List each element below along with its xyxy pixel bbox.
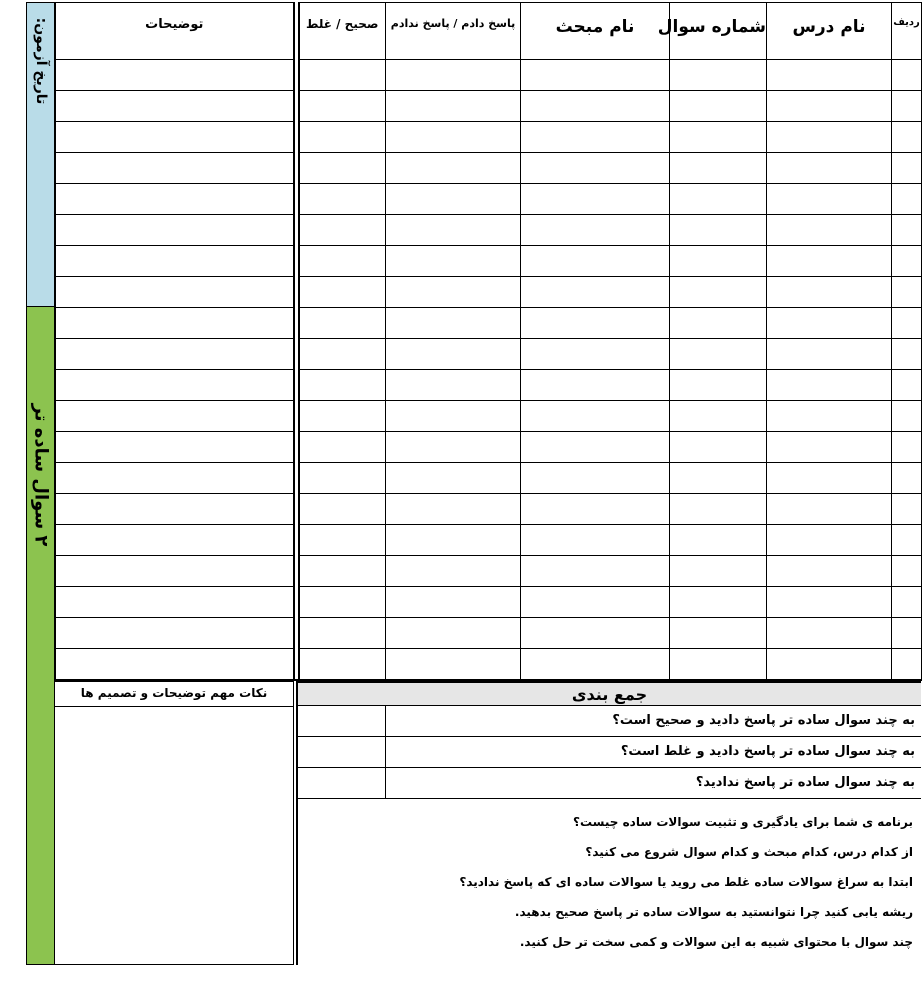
question-number-cell[interactable] [670,60,767,91]
topic-cell[interactable] [521,215,670,246]
notes-title: نکات مهم توضیحات و تصمیم ها [55,682,293,707]
table-row [56,339,922,370]
answered-cell[interactable] [386,339,521,370]
summary-question-text: به چند سوال ساده تر پاسخ ندادید؟ [695,775,915,790]
summary-answer-cell[interactable] [298,737,386,767]
row-number-cell[interactable] [892,277,922,308]
course-cell[interactable] [767,246,892,277]
summary-tip: برنامه ی شما برای یادگیری و تثبیت سوالات ساده چیست؟ [573,815,913,829]
topic-cell[interactable] [521,246,670,277]
question-number-cell[interactable] [670,246,767,277]
question-number-cell[interactable] [670,618,767,649]
topic-cell[interactable] [521,556,670,587]
answered-cell[interactable] [386,60,521,91]
correct-cell[interactable] [299,463,386,494]
table-row [56,618,922,649]
correct-cell[interactable] [299,401,386,432]
row-number-cell[interactable] [892,432,922,463]
notes-cell[interactable] [56,649,294,680]
row-number-cell[interactable] [892,494,922,525]
notes-cell[interactable] [56,525,294,556]
notes-cell[interactable] [56,184,294,215]
answered-cell[interactable] [386,463,521,494]
topic-cell[interactable] [521,370,670,401]
notes-cell[interactable] [56,308,294,339]
question-number-cell[interactable] [670,277,767,308]
answered-cell[interactable] [386,525,521,556]
question-number-cell[interactable] [670,432,767,463]
row-number-cell[interactable] [892,339,922,370]
correct-cell[interactable] [299,215,386,246]
header-answered: پاسخ دادم / پاسخ ندادم [386,3,521,60]
topic-cell[interactable] [521,525,670,556]
table-row [56,91,922,122]
notes-cell[interactable] [56,339,294,370]
topic-cell[interactable] [521,308,670,339]
question-number-cell[interactable] [670,91,767,122]
notes-cell[interactable] [56,463,294,494]
correct-cell[interactable] [299,432,386,463]
answered-cell[interactable] [386,215,521,246]
question-number-cell[interactable] [670,153,767,184]
table-row [56,246,922,277]
column-gap [294,649,299,680]
summary-tip: ریشه یابی کنید چرا نتوانستید به سوالات ساده تر پاسخ صحیح بدهید. [514,905,913,919]
course-cell[interactable] [767,91,892,122]
table-row [56,277,922,308]
course-cell[interactable] [767,339,892,370]
column-gap [294,432,299,463]
summary-tip: چند سوال با محتوای شبیه به این سوالات و کمی سخت تر حل کنید. [519,935,913,949]
row-number-cell[interactable] [892,91,922,122]
notes-cell[interactable] [56,60,294,91]
sidebar-exam-date [26,2,55,307]
correct-cell[interactable] [299,556,386,587]
notes-cell[interactable] [56,277,294,308]
answered-cell[interactable] [386,370,521,401]
table-row [56,525,922,556]
column-gap [294,246,299,277]
row-number-cell[interactable] [892,122,922,153]
row-number-cell[interactable] [892,463,922,494]
correct-cell[interactable] [299,122,386,153]
row-number-cell[interactable] [892,587,922,618]
table-row [56,494,922,525]
answered-cell[interactable] [386,556,521,587]
summary-tip: ابتدا به سراغ سوالات ساده غلط می روید یا سوالات ساده ای که پاسخ ندادید؟ [459,875,913,889]
correct-cell[interactable] [299,277,386,308]
notes-section [55,681,294,965]
question-number-cell[interactable] [670,339,767,370]
notes-cell[interactable] [56,618,294,649]
question-number-cell[interactable] [670,401,767,432]
table-row [56,308,922,339]
correct-cell[interactable] [299,339,386,370]
question-number-cell[interactable] [670,525,767,556]
course-cell[interactable] [767,153,892,184]
header-row-number: ردیف [892,3,922,60]
row-number-cell[interactable] [892,184,922,215]
header-notes: توضیحات [56,3,294,60]
notes-cell[interactable] [56,556,294,587]
answered-cell[interactable] [386,401,521,432]
table-row [56,432,922,463]
notes-cell[interactable] [56,587,294,618]
column-gap [294,525,299,556]
answered-cell[interactable] [386,246,521,277]
summary-section [296,681,921,965]
notes-cell[interactable] [56,401,294,432]
answered-cell[interactable] [386,91,521,122]
header-question-number: شماره سوال [670,3,767,60]
row-number-cell[interactable] [892,649,922,680]
summary-tip: از کدام درس، کدام مبحث و کدام سوال شروع می کنید؟ [585,845,913,859]
table-row [56,215,922,246]
summary-question-text: به چند سوال ساده تر پاسخ دادید و غلط است؟ [620,744,915,759]
correct-cell[interactable] [299,649,386,680]
row-number-cell[interactable] [892,401,922,432]
question-log-table [55,2,922,681]
table-row [56,649,922,680]
course-cell[interactable] [767,215,892,246]
correct-cell[interactable] [299,525,386,556]
answered-cell[interactable] [386,432,521,463]
column-gap [294,556,299,587]
answered-cell[interactable] [386,122,521,153]
notes-cell[interactable] [56,370,294,401]
column-gap [294,308,299,339]
answered-cell[interactable] [386,649,521,680]
column-gap [294,153,299,184]
course-cell[interactable] [767,556,892,587]
summary-question-row [298,706,921,737]
header-course: نام درس [767,3,892,60]
answered-cell[interactable] [386,277,521,308]
topic-cell[interactable] [521,401,670,432]
answered-cell[interactable] [386,153,521,184]
course-cell[interactable] [767,649,892,680]
answered-cell[interactable] [386,587,521,618]
answered-cell[interactable] [386,618,521,649]
column-gap [294,122,299,153]
column-gap [294,277,299,308]
topic-cell[interactable] [521,60,670,91]
course-cell[interactable] [767,587,892,618]
row-number-cell[interactable] [892,525,922,556]
table-row [56,60,922,91]
column-gap [294,60,299,91]
topic-cell[interactable] [521,91,670,122]
topic-cell[interactable] [521,587,670,618]
correct-cell[interactable] [299,370,386,401]
correct-cell[interactable] [299,91,386,122]
topic-cell[interactable] [521,339,670,370]
correct-cell[interactable] [299,184,386,215]
correct-cell[interactable] [299,153,386,184]
header-topic: نام مبحث [521,3,670,60]
summary-title: جمع بندی [298,681,921,706]
course-cell[interactable] [767,618,892,649]
topic-cell[interactable] [521,277,670,308]
column-gap [294,184,299,215]
correct-cell[interactable] [299,494,386,525]
question-number-cell[interactable] [670,556,767,587]
answered-cell[interactable] [386,494,521,525]
summary-answer-cell[interactable] [298,768,386,798]
header-correct: صحیح / غلط [299,3,386,60]
topic-cell[interactable] [521,463,670,494]
notes-cell[interactable] [56,153,294,184]
exam-date-label: تاریخ آزمون: [32,17,49,105]
row-number-cell[interactable] [892,246,922,277]
summary-tips [298,799,921,959]
topic-cell[interactable] [521,618,670,649]
course-cell[interactable] [767,122,892,153]
topic-cell[interactable] [521,494,670,525]
course-cell[interactable] [767,401,892,432]
notes-cell[interactable] [56,215,294,246]
column-gap [294,215,299,246]
table-row [56,122,922,153]
notes-cell[interactable] [56,246,294,277]
question-number-cell[interactable] [670,587,767,618]
correct-cell[interactable] [299,60,386,91]
topic-cell[interactable] [521,184,670,215]
notes-area[interactable] [55,707,293,965]
course-cell[interactable] [767,370,892,401]
notes-cell[interactable] [56,494,294,525]
row-number-cell[interactable] [892,153,922,184]
row-number-cell[interactable] [892,60,922,91]
question-number-cell[interactable] [670,122,767,153]
course-cell[interactable] [767,494,892,525]
question-number-cell[interactable] [670,649,767,680]
course-cell[interactable] [767,432,892,463]
summary-question-text: به چند سوال ساده تر پاسخ دادید و صحیح است؟ [612,713,915,728]
correct-cell[interactable] [299,308,386,339]
table-row [56,401,922,432]
course-cell[interactable] [767,60,892,91]
course-cell[interactable] [767,184,892,215]
answered-cell[interactable] [386,308,521,339]
table-row [56,463,922,494]
course-cell[interactable] [767,525,892,556]
question-number-cell[interactable] [670,370,767,401]
course-cell[interactable] [767,308,892,339]
question-number-cell[interactable] [670,184,767,215]
topic-cell[interactable] [521,649,670,680]
column-gap [294,91,299,122]
column-gap [294,494,299,525]
notes-cell[interactable] [56,432,294,463]
course-cell[interactable] [767,463,892,494]
row-number-cell[interactable] [892,556,922,587]
question-number-cell[interactable] [670,215,767,246]
sidebar-section-label [26,307,55,965]
notes-cell[interactable] [56,91,294,122]
row-number-cell[interactable] [892,308,922,339]
table-row [56,184,922,215]
column-gap [294,3,299,60]
answered-cell[interactable] [386,184,521,215]
summary-question-row [298,768,921,799]
table-row [56,370,922,401]
section-label: ۲ سوال ساده تر [30,403,51,547]
correct-cell[interactable] [299,618,386,649]
row-number-cell[interactable] [892,618,922,649]
question-number-cell[interactable] [670,494,767,525]
notes-cell[interactable] [56,122,294,153]
question-number-cell[interactable] [670,308,767,339]
column-gap [294,618,299,649]
topic-cell[interactable] [521,153,670,184]
topic-cell[interactable] [521,122,670,153]
column-gap [294,339,299,370]
row-number-cell[interactable] [892,215,922,246]
summary-answer-cell[interactable] [298,706,386,736]
course-cell[interactable] [767,277,892,308]
correct-cell[interactable] [299,246,386,277]
column-gap [294,401,299,432]
column-gap [294,587,299,618]
table-row [56,587,922,618]
topic-cell[interactable] [521,432,670,463]
correct-cell[interactable] [299,587,386,618]
table-header-row [56,3,922,60]
column-gap [294,370,299,401]
row-number-cell[interactable] [892,370,922,401]
table-row [56,153,922,184]
table-row [56,556,922,587]
column-gap [294,463,299,494]
summary-question-row [298,737,921,768]
question-number-cell[interactable] [670,463,767,494]
